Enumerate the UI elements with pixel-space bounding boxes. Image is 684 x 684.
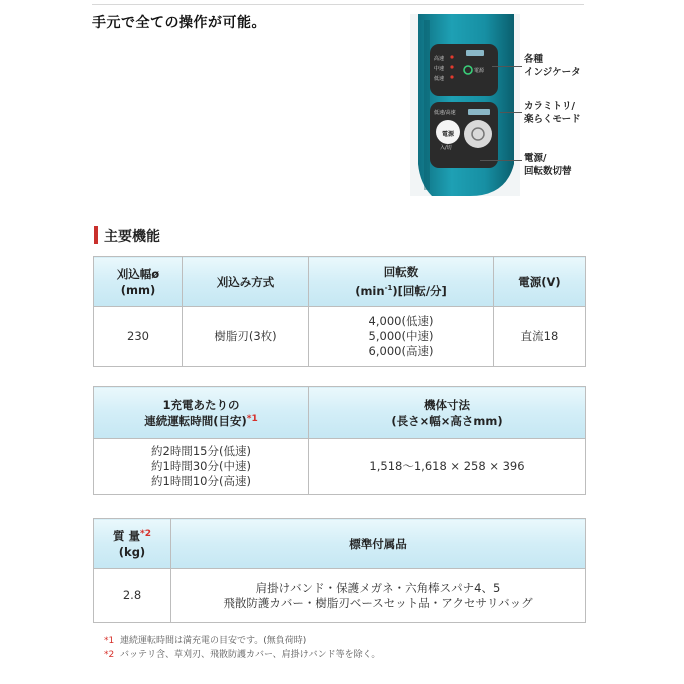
panel-mode-label: 入/切 [440,145,452,151]
callout-power: 電源/ 回転数切替 [524,153,572,177]
cell-dimensions: 1,518〜1,618 × 258 × 396 [309,439,586,495]
cell-method: 樹脂刃(3枚) [183,307,309,367]
cell-runtimes: 約2時間15分(低速) 約1時間30分(中速) 約1時間10分(高速) [94,439,309,495]
callout-line-1 [492,66,522,67]
header-speed: 回転数 $(\min^{-1})$[回転/分] [309,257,494,307]
header-dimensions: 機体寸法 (長さ×幅×高さmm) [309,387,586,439]
panel-power-label: 電源 [442,131,455,138]
callout-indicator: 各種 インジケータ [524,54,581,78]
footnote-1: *1 連続運転時間は満充電の目安です。(無負荷時) [104,636,307,646]
panel-mid-label: 中速 [434,66,445,72]
mode-button [464,120,492,148]
top-divider [92,4,584,5]
header-runtime: 1充電あたりの 連続運転時間(目安)$^{*1}$ [94,387,309,439]
header-mass: 質 量$^{*2}$ (kg) [94,519,171,569]
cell-width: 230 [94,307,183,367]
header-method: 刈込み方式 [183,257,309,307]
spec-table-2 [93,386,586,495]
section-title: 主要機能 [104,229,160,245]
panel-high-label: 高速 [434,56,445,62]
product-photo [410,14,520,196]
cell-accessories: 肩掛けバンド・保護メガネ・六角棒スパナ4、5 飛散防護カバー・樹脂刃ベースセット品・アクセサリバッグ [171,569,586,623]
cell-speeds: 4,000(低速) 5,000(中速) 6,000(高速) [309,307,494,367]
section-accent-bar [94,226,98,244]
header-width: 刈込幅ø (mm) [94,257,183,307]
header-accessories: 標準付属品 [171,519,586,569]
note-mark-2: *2 [140,528,151,539]
footnotes [104,634,380,662]
panel-low-label: 低速 [434,76,445,82]
panel-battery-label: 電源 [474,68,485,74]
note-mark-1: *1 [246,413,258,424]
headline: 手元で全ての操作が可能。 [92,15,266,31]
cell-mass: 2.8 [94,569,171,623]
callout-mode: カラミトリ/ 楽らくモード [524,101,581,125]
header-power: 電源(V) [494,257,586,307]
cell-power: 直流18 [494,307,586,367]
callout-line-2 [500,112,522,113]
footnote-2: *2 バッテリ含、草刈刃、飛散防護カバー、肩掛けバンド等を除く。 [104,650,381,660]
callout-line-3 [480,160,522,161]
spec-table-1 [93,256,586,367]
panel-speed-label: 低速/高速 [434,110,456,116]
spec-table-3 [93,518,586,623]
